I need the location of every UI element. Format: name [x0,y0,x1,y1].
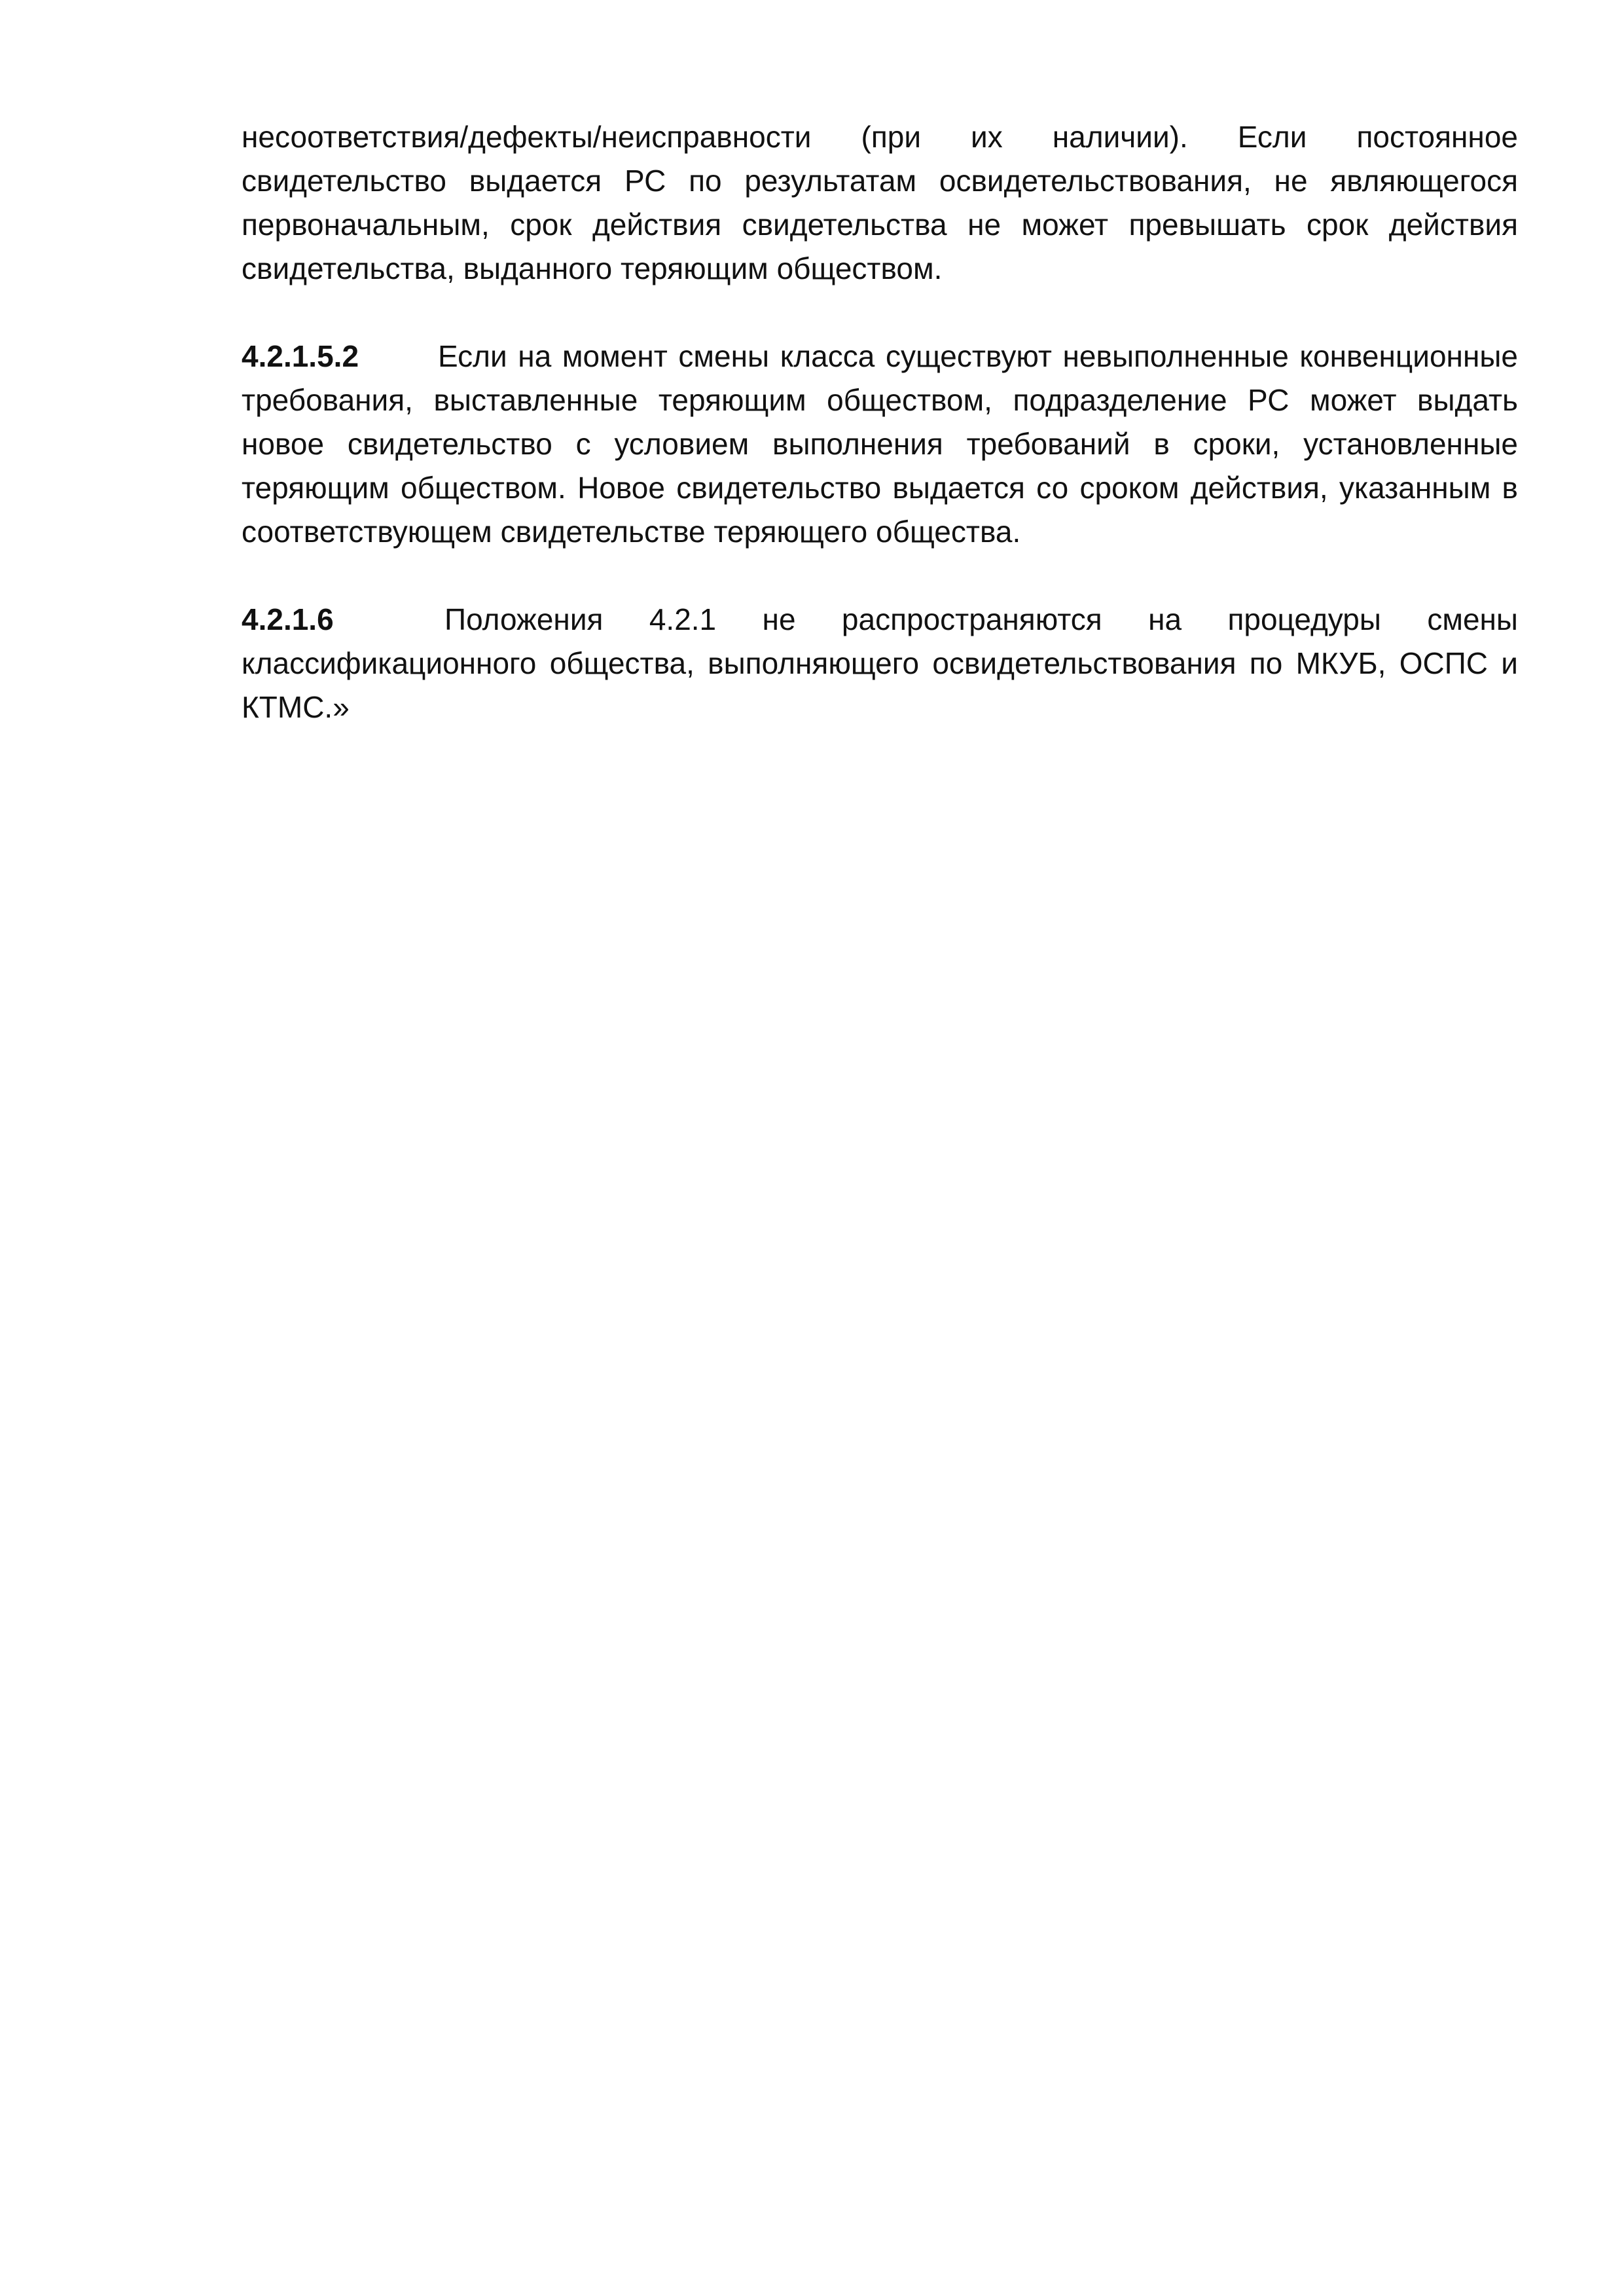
paragraph-text: Если на момент смены класса существуют невыполненные конвенционные требования, выставленные теряющим обществом, подразделение РС может выдать новое свидетельство с условием выполнения требований в сроки, установленные теряющим обществом. Новое свидетельство выдается со сроком действия, указанным в соответствующем свидетельстве теряющего общества. [242,339,1518,549]
paragraph-4-2-1-5-2 [242,335,1518,554]
paragraph-4-2-1-6 [242,598,1518,729]
document-page [242,115,1518,773]
paragraph-number: 4.2.1.6 [242,602,334,636]
paragraph-continuation [242,115,1518,291]
paragraph-text: Положения 4.2.1 не распространяются на процедуры смены классификационного общества, выполняющего освидетельствования по МКУБ, ОСПС и КТМС.» [242,602,1518,724]
paragraph-number: 4.2.1.5.2 [242,339,359,373]
paragraph-text: несоответствия/дефекты/неисправности (при их наличии). Если постоянное свидетельство выдается РС по результатам освидетельствования, не являющегося первоначальным, срок действия свидетельства не может превышать срок действия свидетельства, выданного теряющим обществом. [242,120,1518,285]
